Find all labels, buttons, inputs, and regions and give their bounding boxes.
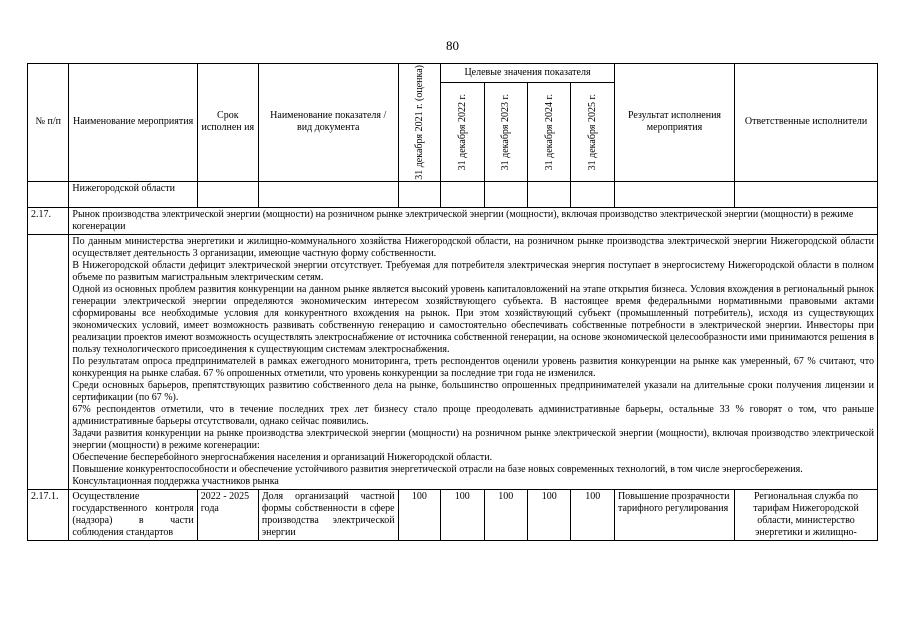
header-event-name: Наименование мероприятия bbox=[69, 64, 197, 182]
cont-v2024 bbox=[527, 181, 570, 207]
header-year-2021-text: 31 декабря 2021 г. (оценка) bbox=[413, 65, 425, 180]
row-v2024: 100 bbox=[527, 489, 570, 540]
description-paragraph: В Нижегородской области дефицит электрической энергии отсутствует. Требуемая для потребителя электрическая энергия поступает в энергосистему Нижегородской области в полном объеме по развитым магистральным электрическим сетям. bbox=[72, 259, 874, 283]
header-year-2025-text: 31 декабря 2025 г. bbox=[587, 93, 599, 170]
cont-v2022 bbox=[441, 181, 484, 207]
description-paragraph: Задачи развития конкуренции на рынке производства электрической энергии (мощности) на розничном рынке электрической энергии (мощности), включая производство электрической энергии (мощности) в режиме когенерации: bbox=[72, 427, 874, 451]
cont-v2023 bbox=[484, 181, 527, 207]
description-paragraph: Обеспечение бесперебойного энергоснабжения населения и организаций Нижегородской области. bbox=[72, 451, 493, 463]
description-paragraph: Консультационная поддержка участников рынка bbox=[72, 475, 279, 487]
row-v2021: 100 bbox=[398, 489, 440, 540]
cont-v2021 bbox=[398, 181, 440, 207]
description-paragraph: Повышение конкурентоспособности и обеспечение устойчивого развития энергетической отрасли на базе новых современных технологий, в том числе энергосбережения. bbox=[72, 463, 803, 475]
cont-event: Нижегородской области bbox=[69, 181, 197, 207]
header-term: Срок исполнен ия bbox=[197, 64, 258, 182]
cont-result bbox=[614, 181, 734, 207]
section-description bbox=[69, 234, 878, 489]
section-title: Рынок производства электрической энергии (мощности) на розничном рынке электрической энергии (мощности), включая производство электрической энергии (мощности) в режиме когенерации bbox=[69, 207, 878, 234]
description-paragraph: По данным министерства энергетики и жилищно-коммунального хозяйства Нижегородской области, на розничном рынке производства электрической энергии Нижегородской области осуществляет деятельность 3 организации, имеющие частную форму собственности. bbox=[72, 235, 874, 259]
header-year-2023-text: 31 декабря 2023 г. bbox=[500, 93, 512, 170]
row-v2022: 100 bbox=[441, 489, 484, 540]
header-year-2024-text: 31 декабря 2024 г. bbox=[543, 93, 555, 170]
description-num bbox=[28, 234, 69, 489]
row-v2025: 100 bbox=[571, 489, 615, 540]
header-target-group: Целевые значения показателя bbox=[441, 64, 615, 83]
description-paragraph: 67% респондентов отметили, что в течение последних трех лет бизнесу стало проще преодолевать административные барьеры, остальные 33 % говорят о том, что раньше административные барьеры отсутствовали, однако сейчас появились. bbox=[72, 403, 874, 427]
section-num: 2.17. bbox=[28, 207, 69, 234]
cont-num bbox=[28, 181, 69, 207]
measures-table bbox=[27, 63, 878, 541]
row-event: Осуществление государственного контроля (надзора) в части соблюдения стандартов bbox=[69, 489, 197, 540]
cont-responsible bbox=[735, 181, 878, 207]
header-indicator-name: Наименование показателя / вид документа bbox=[258, 64, 398, 182]
row-term: 2022 - 2025 года bbox=[197, 489, 258, 540]
description-paragraph: По результатам опроса предпринимателей в рамках ежегодного мониторинга, треть респондентов оценили уровень развития конкуренции на рынке как умеренный, 67 % считают, что конкуренция на рынке слабая. 67 % опрошенных отметили, что уровень конкуренции за последние три года не изменился. bbox=[72, 355, 874, 379]
header-num: № п/п bbox=[28, 64, 69, 182]
description-paragraph: Среди основных барьеров, препятствующих развитию собственного дела на рынке, большинство опрошенных предпринимателей указали на длительные сроки получения лицензии и сертификации (по 67 %). bbox=[72, 379, 874, 403]
cont-v2025 bbox=[571, 181, 615, 207]
description-paragraph: Одной из основных проблем развития конкуренции на данном рынке является высокий уровень капиталовложений на этапе открытия бизнеса. Условия вхождения в региональный рынок генерации электрической энергии определяются экономическим интересом хозяйствующего субъекта. В настоящее время федеральными нормативными правовыми актами сформированы все необходимые условия для конкурентного вхождения на рынок. При этом хозяйствующий субъект (промышленный потребитель), исходя из существующих экономических условий, имеет возможность развивать собственную генерацию и самостоятельно обеспечивать собственные потребности в электрической энергии. Инвесторы при реализации проектов имеют возможность осуществлять электроснабжение от источника собственной генерации, на основе экономической целесообразности ими принимаются решения в пользу технологического присоединения к существующим системам электроснабжения. bbox=[72, 283, 874, 355]
header-year-2025 bbox=[571, 82, 615, 181]
row-num: 2.17.1. bbox=[28, 489, 69, 540]
header-year-2022-text: 31 декабря 2022 г. bbox=[456, 93, 468, 170]
row-indicator: Доля организаций частной формы собственности в сфере производства электрической энергии bbox=[258, 489, 398, 540]
header-result: Результат исполнения мероприятия bbox=[614, 64, 734, 182]
row-responsible: Региональная служба по тарифам Нижегородской области, министерство энергетики и жилищно- bbox=[735, 489, 878, 540]
header-year-2022 bbox=[441, 82, 484, 181]
row-result: Повышение прозрачности тарифного регулирования bbox=[614, 489, 734, 540]
header-responsible: Ответственные исполнители bbox=[735, 64, 878, 182]
row-v2023: 100 bbox=[484, 489, 527, 540]
cont-term bbox=[197, 181, 258, 207]
page-number: 80 bbox=[446, 38, 459, 53]
header-year-2021 bbox=[398, 64, 440, 182]
cont-indicator bbox=[258, 181, 398, 207]
header-year-2024 bbox=[527, 82, 570, 181]
header-year-2023 bbox=[484, 82, 527, 181]
